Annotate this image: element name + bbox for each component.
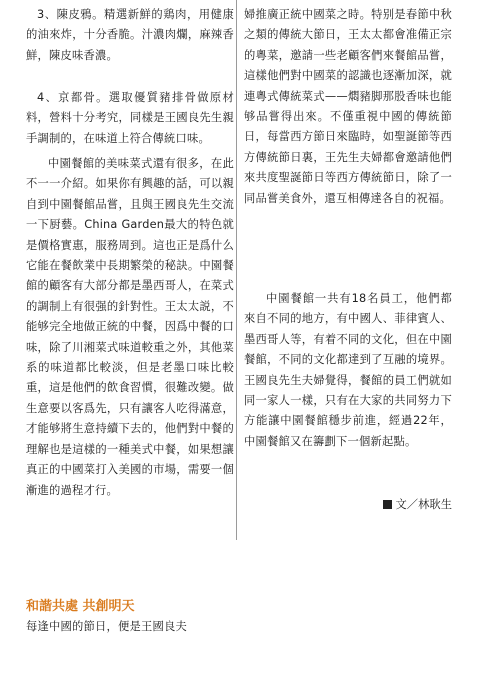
author-name: 文／林耿生 bbox=[395, 498, 452, 511]
column-divider bbox=[236, 0, 237, 540]
body-paragraph-continued: 婦推廣正統中國菜之時。特别是春節中秋之類的傳統大節日，王太太都會准備正宗的粵菜，邀請一些老顧客們來餐館品嘗，這樣他們對中國菜的認識也逐漸加深，就連粵式傳統菜式——燜豬脚那股香味也能够品嘗得出來。不僅重視中國的傳統節日，每當西方節日來臨時，如聖誕節等西方傳統節日裏，王先生夫婦都會邀請他們來共度聖誕節日等西方傳統節日，除了一同品嘗美食外，還互相傳達各自的祝福。 bbox=[244, 8, 452, 205]
dish-item-4: 4、京都骨。選取優質豬排骨做原材料，營料十分考究，同樣是王國良先生親手調制的，在味道上符合傳統口味。 bbox=[26, 91, 234, 145]
staff-paragraph: 中園餐館一共有18名員工，他們都來自不同的地方，有中國人、菲律賓人、墨西哥人等，有着不同的文化，但在中園餐館，不同的文化都達到了互融的境界。王國良先生夫婦覺得，餐館的員工們就如同一家人一樣，只有在大家的共同努力下方能讓中園餐館穩步前進，經過22年，中園餐館又在籌劃下一個新起點。 bbox=[244, 292, 452, 448]
body-paragraph: 中園餐館的美味菜式還有很多，在此不一一介紹。如果你有興趣的話，可以親自到中園餐館品嘗，且與王國良先生交流一下厨藝。China Garden最大的特色就是價格實惠，服務周到。這也正是爲什么它能在餐飲業中長期繁榮的秘訣。中園餐館的顧客有大部分都是墨西哥人，在菜式的調制上有很强的針對性。王太太説，不能够完全地做正統的中餐，因爲中餐的口味，除了川湘菜式味道較重之外，其他菜系的味道都比較淡，但是老墨口味比較重，這是他們的飲食習慣，很難改變。做生意要以客爲先，只有讓客人吃得滿意，才能够將生意持續下去的，他們對中餐的理解也是這樣的一種美式中餐，如果想讓真正的中國菜打入美國的市場，需要一個漸進的過程才行。 bbox=[26, 157, 234, 497]
section-opening-line: 每逢中國的節日，便是王國良夫 bbox=[26, 620, 187, 633]
section-heading: 和諧共處 共創明天 bbox=[26, 599, 135, 614]
black-square-icon bbox=[383, 500, 392, 509]
author-credit bbox=[244, 497, 452, 513]
dish-item-3: 3、陳皮鴉。精選新鮮的鶏肉，用健康的油來炸，十分香脆。汁濃肉爛，麻辣香鮮，陳皮味香濃。 bbox=[26, 8, 234, 62]
